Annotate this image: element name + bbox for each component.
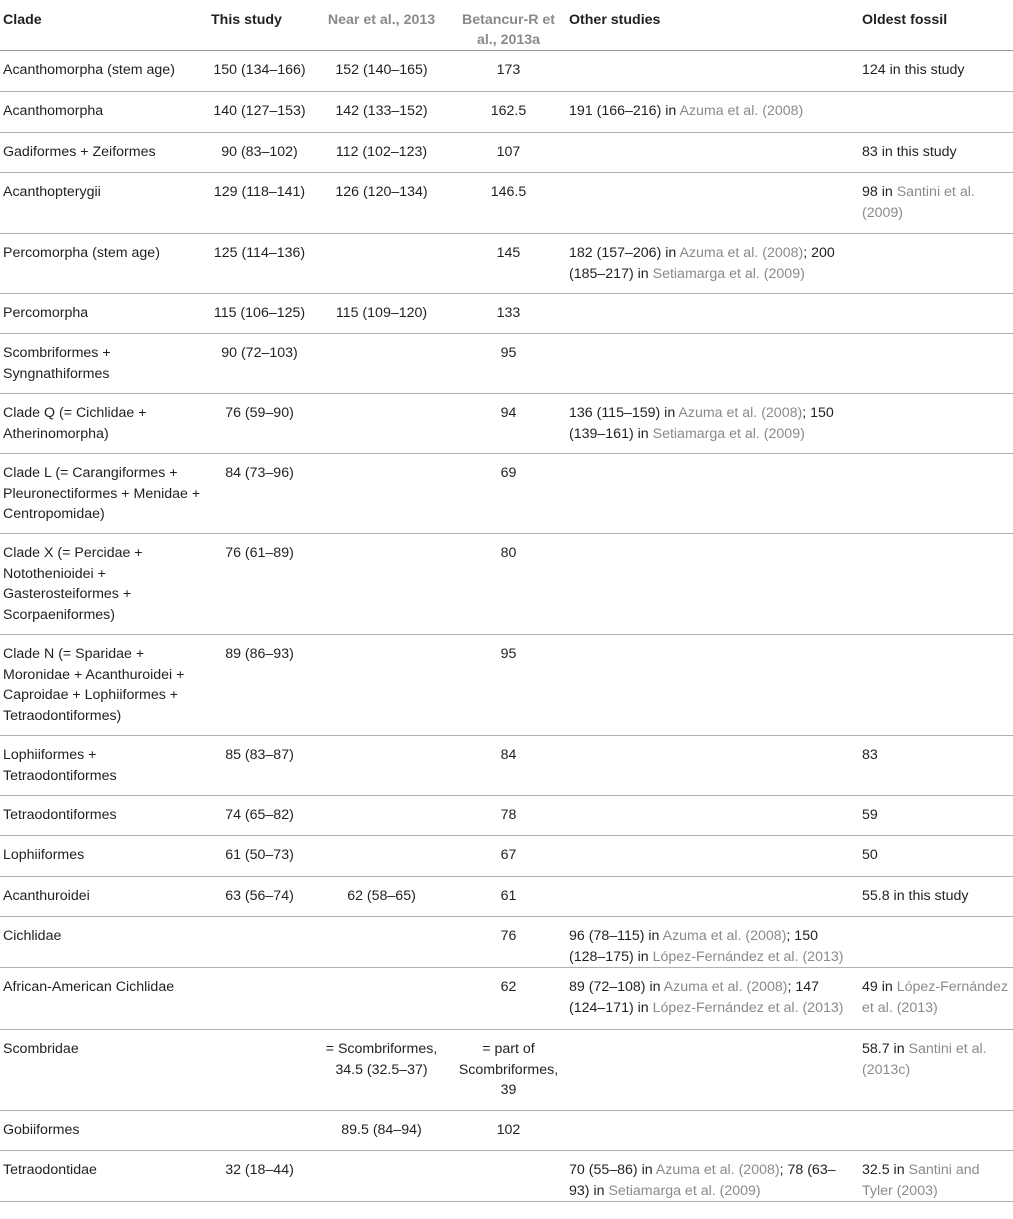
clade-cell: Clade L (= Carangiformes + Pleuronectiformes + Menidae + Centropomidae) [3,465,201,522]
oldest-fossil-cell [859,51,1013,92]
table-row [0,51,1013,92]
betancur-2013a-cell: 133 [496,305,521,321]
this-study-cell: 140 (127–153) [213,103,306,119]
cell-text: 70 (55–86) in [569,1162,656,1178]
betancur-2013a-cell: 95 [500,345,517,361]
this-study-cell: 150 (134–166) [213,62,306,78]
this-study-cell: 115 (106–125) [213,305,306,321]
near-2013-cell: 142 (133–152) [335,103,428,119]
cell-text: 32.5 in [862,1162,909,1178]
oldest-fossil-cell [859,1111,1013,1151]
clade-cell: Gobiiformes [3,1122,80,1138]
other-studies-cell [566,334,859,394]
this-study-cell: 76 (59–90) [225,405,294,421]
betancur-2013a-cell: 107 [496,144,521,160]
near-2013-cell [312,394,452,454]
this-study-cell: 61 (50–73) [225,847,294,863]
this-study-cell [208,1111,312,1151]
cell-text: 191 (166–216) in [569,103,680,119]
other-studies-cell [566,968,859,1030]
near-2013-cell: 62 (58–65) [347,888,416,904]
other-studies-cell [566,917,859,968]
cell-text: 89 (72–108) in [569,979,664,995]
this-study-cell: 90 (72–103) [221,345,298,361]
oldest-fossil-cell [859,294,1013,334]
other-studies-cell [566,394,859,454]
this-study-cell: 76 (61–89) [225,545,294,561]
oldest-fossil-cell [859,917,1013,968]
near-2013-cell [312,534,452,635]
header-this-study: This study [211,12,282,28]
citation-link[interactable]: López-Fernández et al. (2013) [862,979,1008,1016]
near-2013-cell [312,1151,452,1202]
cell-text: 182 (157–206) in [569,245,680,261]
other-studies-cell [566,1151,859,1202]
betancur-2013a-cell [452,1151,566,1202]
other-studies-cell [566,173,859,234]
citation-link[interactable]: Santini and Tyler (2003) [862,1162,980,1199]
betancur-2013a-cell: 62 [500,979,517,995]
header-clade: Clade [3,12,42,28]
oldest-fossil-cell [859,796,1013,836]
citation-link[interactable]: Azuma et al. (2008) [678,405,803,421]
oldest-fossil-cell [859,1030,1013,1111]
oldest-fossil-cell [859,736,1013,796]
cell-text: 83 [862,747,878,763]
betancur-2013a-cell: 146.5 [490,184,527,200]
table-row [0,836,1013,877]
other-studies-cell [566,294,859,334]
cell-text: 124 in this study [862,62,965,78]
header-other-studies: Other studies [569,12,661,28]
table-body [0,51,1013,1202]
clade-cell: African-American Cichlidae [3,979,175,995]
near-2013-cell [312,836,452,877]
clade-cell: Tetraodontiformes [3,807,117,823]
this-study-cell: 32 (18–44) [225,1162,294,1178]
table-row [0,736,1013,796]
table-row [0,92,1013,133]
clade-cell: Percomorpha [3,305,89,321]
citation-link[interactable]: Setiamarga et al. (2009) [652,265,805,282]
betancur-2013a-cell: = part of Scombriformes, 39 [458,1041,559,1098]
cell-text: ; 78 (63–93) in [569,1162,836,1199]
oldest-fossil-cell [859,877,1013,917]
clade-cell: Scombriformes + Syngnathiformes [3,345,111,382]
cell-text: ; 200 (185–217) in [569,245,835,282]
cell-text: 98 in [862,184,897,200]
betancur-2013a-cell: 76 [500,928,517,944]
this-study-cell: 129 (118–141) [213,184,306,200]
oldest-fossil-cell [859,454,1013,534]
near-2013-cell [312,234,452,294]
other-studies-cell [566,836,859,877]
table-row [0,968,1013,1030]
near-2013-cell: 89.5 (84–94) [341,1122,422,1138]
citation-link[interactable]: Azuma et al. (2008) [655,1162,780,1178]
table-row [0,1111,1013,1151]
near-2013-cell [312,454,452,534]
table-row [0,394,1013,454]
header-oldest-fossil: Oldest fossil [862,12,948,28]
other-studies-cell [566,454,859,534]
clade-cell: Clade X (= Percidae + Notothenioidei + Gasterosteiformes + Scorpaeniformes) [3,545,143,623]
table-row [0,534,1013,635]
this-study-cell: 63 (56–74) [225,888,294,904]
near-2013-cell: 152 (140–165) [335,62,428,78]
this-study-cell: 89 (86–93) [225,646,294,662]
table-row [0,234,1013,294]
betancur-2013a-cell: 162.5 [490,103,527,119]
other-studies-cell [566,635,859,736]
cell-text: 136 (115–159) in [569,405,679,421]
clade-cell: Acanthopterygii [3,184,101,200]
betancur-2013a-cell: 78 [500,807,517,823]
this-study-cell: 84 (73–96) [225,465,294,481]
citation-link[interactable]: Santini et al. (2013c) [862,1041,987,1078]
other-studies-cell [566,534,859,635]
near-2013-cell: = Scombriformes, 34.5 (32.5–37) [325,1041,438,1078]
this-study-cell: 74 (65–82) [225,807,294,823]
betancur-2013a-cell: 94 [500,405,517,421]
cell-text: 83 in this study [862,144,957,160]
other-studies-cell [566,133,859,173]
table-row [0,635,1013,736]
near-2013-cell [312,917,452,968]
cell-text: 58.7 in [862,1041,909,1057]
clade-cell: Percomorpha (stem age) [3,245,160,261]
near-2013-cell [312,334,452,394]
table-row [0,133,1013,173]
betancur-2013a-cell: 95 [500,646,517,662]
this-study-cell: 85 (83–87) [225,747,294,763]
near-2013-cell: 126 (120–134) [335,184,428,200]
near-2013-cell: 112 (102–123) [335,144,428,160]
other-studies-cell [566,1111,859,1151]
betancur-2013a-cell: 67 [500,847,517,863]
citation-link[interactable]: López-Fernández et al. (2013) [652,948,844,965]
other-studies-cell [566,51,859,92]
cell-text: ; 150 (128–175) in [569,928,818,965]
table-row [0,1030,1013,1111]
header-near-2013[interactable]: Near et al., 2013 [327,12,436,28]
clade-cell: Acanthuroidei [3,888,90,904]
near-2013-cell [312,796,452,836]
clade-cell: Cichlidae [3,928,62,944]
citation-link[interactable]: Azuma et al. (2008) [679,245,804,261]
clade-cell: Tetraodontidae [3,1162,97,1178]
cell-text: ; 147 (124–171) in [569,979,820,1016]
table-row [0,917,1013,968]
near-2013-cell [312,635,452,736]
clade-cell: Acanthomorpha (stem age) [3,62,175,78]
oldest-fossil-cell [859,92,1013,133]
cell-text: 55.8 in this study [862,888,969,904]
this-study-cell: 125 (114–136) [213,245,306,261]
oldest-fossil-cell [859,234,1013,294]
near-2013-cell [312,736,452,796]
near-2013-cell: 115 (109–120) [335,305,428,321]
clade-cell: Lophiiformes [3,847,85,863]
this-study-cell [208,1030,312,1111]
oldest-fossil-cell [859,394,1013,454]
citation-link[interactable]: Azuma et al. (2008) [663,979,788,995]
oldest-fossil-cell [859,1151,1013,1202]
cell-text: 59 [862,807,878,823]
oldest-fossil-cell [859,534,1013,635]
other-studies-cell [566,92,859,133]
cell-text: 96 (78–115) in [569,928,663,944]
betancur-2013a-cell: 61 [500,888,517,904]
clade-cell: Clade Q (= Cichlidae + Atherinomorpha) [3,405,147,442]
betancur-2013a-cell: 145 [496,245,521,261]
table-row [0,173,1013,234]
oldest-fossil-cell [859,968,1013,1030]
table-row [0,877,1013,917]
citation-link[interactable]: Setiamarga et al. (2009) [608,1182,761,1199]
clade-cell: Gadiformes + Zeiformes [3,144,156,160]
cell-text: 50 [862,847,878,863]
citation-link[interactable]: López-Fernández et al. (2013) [652,999,844,1016]
this-study-cell: 90 (83–102) [221,144,298,160]
table-row [0,294,1013,334]
citation-link[interactable]: Setiamarga et al. (2009) [652,425,805,442]
citation-link[interactable]: Azuma et al. (2008) [679,103,804,119]
other-studies-cell [566,877,859,917]
citation-link[interactable]: Azuma et al. (2008) [662,928,787,944]
this-study-cell [208,968,312,1030]
header-row [0,0,1013,51]
oldest-fossil-cell [859,635,1013,736]
header-betancur-2013a[interactable]: Betancur-R et al., 2013a [461,12,556,48]
this-study-cell [208,917,312,968]
betancur-2013a-cell: 69 [500,465,517,481]
table-row [0,334,1013,394]
table-row [0,1151,1013,1202]
table-row [0,454,1013,534]
cell-text: 49 in [862,979,897,995]
clade-cell: Acanthomorpha [3,103,104,119]
other-studies-cell [566,1030,859,1111]
clade-cell: Scombridae [3,1041,79,1057]
betancur-2013a-cell: 80 [500,545,517,561]
cell-text: ; 150 (139–161) in [569,405,834,442]
oldest-fossil-cell [859,173,1013,234]
other-studies-cell [566,234,859,294]
betancur-2013a-cell: 173 [496,62,521,78]
betancur-2013a-cell: 84 [500,747,517,763]
oldest-fossil-cell [859,334,1013,394]
table-row [0,796,1013,836]
other-studies-cell [566,796,859,836]
betancur-2013a-cell: 102 [496,1122,521,1138]
clade-cell: Clade N (= Sparidae + Moronidae + Acanthuroidei + Caproidae + Lophiiformes + Tetraodontiformes) [3,646,185,724]
oldest-fossil-cell [859,836,1013,877]
near-2013-cell [312,968,452,1030]
citation-link[interactable]: Santini et al. (2009) [862,184,975,221]
clade-cell: Lophiiformes + Tetraodontiformes [3,747,117,784]
other-studies-cell [566,736,859,796]
oldest-fossil-cell [859,133,1013,173]
